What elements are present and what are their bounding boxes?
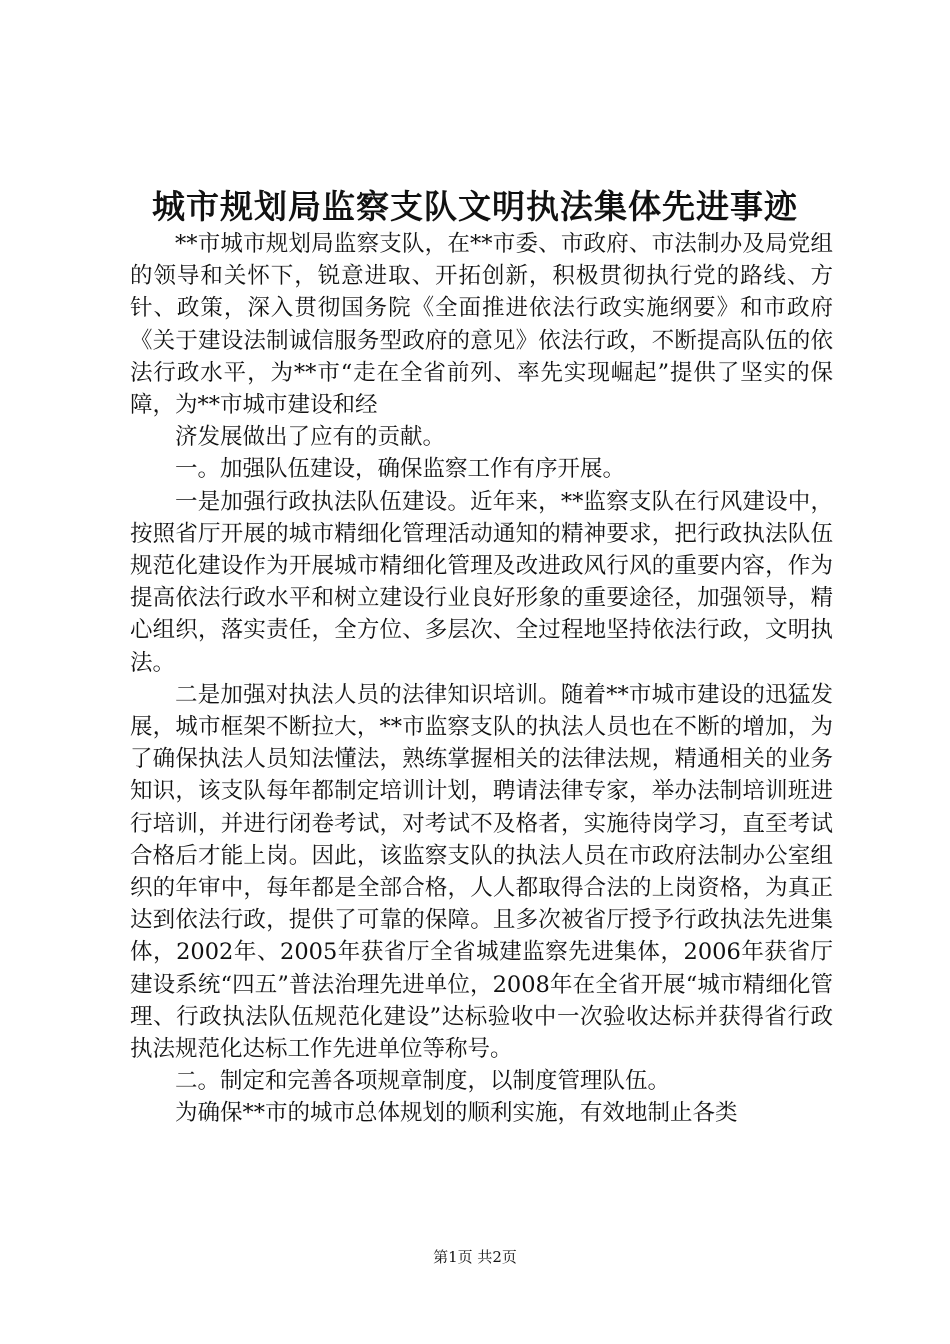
paragraph-legal-training: 二是加强对执法人员的法律知识培训。随着**市城市建设的迅猛发展，城市框架不断拉大，**市监察支队的执法人员也在不断的增加，为了确保执法人员知法懂法，熟练掌握相关的法律法规，精通相关的业务知识，该支队每年都制定培训计划，聘请法律专家，举办法制培训班进行培训，并进行闭卷考试，对考试不及格者，实施待岗学习，直至考试合格后才能上岗。因此，该监察支队的执法人员在市政府法制办公室组织的年审中，每年都是全部合格，人人都取得合法的上岗资格，为真正达到依法行政，提供了可靠的保障。且多次被省厅授予行政执法先进集体，2002年、2005年获省厅全省城建监察先进集体，2006年获省厅建设系统“四五”普法治理先进单位，2008年在全省开展“城市精细化管理、行政执法队伍规范化建设”达标验收中一次验收达标并获得省行政执法规范化达标工作先进单位等称号。 <box>130 681 833 1063</box>
section-heading-2: 二。制定和完善各项规章制度，以制度管理队伍。 <box>175 1068 671 1095</box>
paragraph-intro: **市城市规划局监察支队，在**市委、市政府、市法制办及局党组的领导和关怀下，锐意进取、开拓创新，积极贯彻执行党的路线、方针、政策，深入贯彻国务院《全面推进依法行政实施纲要》和市政府《关于建设法制诚信服务型政府的意见》依法行政，不断提高队伍的依法行政水平，为**市“走在全省前列、率先实现崛起”提供了坚实的保障，为**市城市建设和经 <box>130 231 833 419</box>
document-title: 城市规划局监察支队文明执法集体先进事迹 <box>152 187 798 226</box>
paragraph-regulations: 为确保**市的城市总体规划的顺利实施，有效地制止各类 <box>175 1100 738 1127</box>
document-body <box>130 228 833 1130</box>
page-number-footer: 第1页 共2页 <box>433 1248 517 1266</box>
paragraph-team-building: 一是加强行政执法队伍建设。近年来，**监察支队在行风建设中，按照省厅开展的城市精细化管理活动通知的精神要求，把行政执法队伍规范化建设作为开展城市精细化管理及改进政风行风的重要内容，作为提高依法行政水平和树立建设行业良好形象的重要途径，加强领导，精心组织，落实责任，全方位、多层次、全过程地坚持依法行政，文明执法。 <box>130 488 833 676</box>
paragraph-intro-continued: 济发展做出了应有的贡献。 <box>175 424 446 451</box>
section-heading-1: 一。加强队伍建设，确保监察工作有序开展。 <box>175 456 626 483</box>
